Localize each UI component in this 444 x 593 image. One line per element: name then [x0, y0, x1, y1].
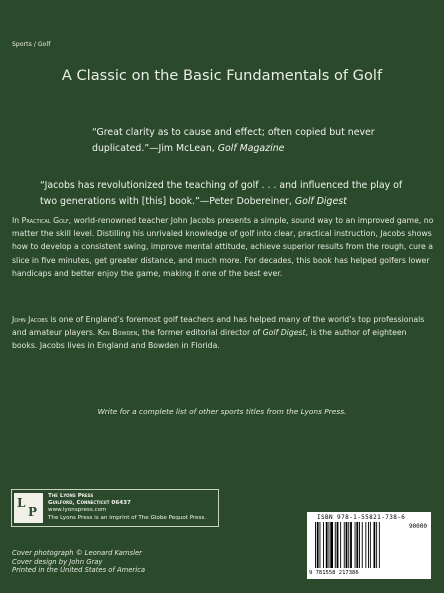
bio-text: is one of England’s foremost golf teachers and has helped many of the world’s top professionals and amateur players. [12, 315, 425, 338]
publisher-info [48, 493, 206, 522]
price-code: 90000 [408, 523, 427, 530]
author-name: John Jacobs [12, 315, 48, 324]
publisher-imprint: The Lyons Press is an imprint of The Globe Pequot Press. [48, 514, 207, 521]
bio-text: , is the author of eighteen books. Jacobs lives in England and Bowden in Florida. [12, 328, 407, 351]
credits [12, 549, 145, 575]
bio-text: , the former editorial director of [137, 328, 263, 338]
credit-line: Cover photograph © Leonard Kamsler [12, 549, 142, 557]
barcode [307, 512, 431, 579]
quote-text: “Great clarity as to cause and effect; often copied but never duplicated.”—Jim McLean, [92, 127, 375, 154]
category-label: Sports / Golf [12, 41, 51, 48]
quote-mclean [92, 125, 412, 157]
headline: A Classic on the Basic Fundamentals of Golf [61, 67, 383, 84]
publisher-url: www.lyonspress.com [48, 507, 107, 514]
publisher-block [11, 489, 219, 527]
description-text: In [12, 216, 22, 225]
book-title: Practical Golf [21, 216, 69, 225]
author-bio [12, 313, 434, 353]
description-text: , world-renowned teacher John Jacobs presents a simple, sound way to an improved game, no matter the skill level. Distilling his unrivaled knowledge of golf into clear, practical instruction, Jacobs shows how to develop a consistent swing, improve mental attitude, achieve superior results from the rough, cure a slice in five minutes, get greater distance, and much more. For decades, this book has helped golfers lower handicaps and better enjoy the game, making it one of the best ever. [12, 216, 434, 278]
author-name: Ken Bowden [97, 328, 138, 338]
publisher-city: Guilford, Connecticut 06437 [48, 500, 131, 507]
credit-line: Cover design by John Gray [12, 557, 103, 566]
barcode-digits: 9 781558 217386 [309, 570, 359, 576]
credit-line: Printed in the United States of America [12, 566, 146, 575]
quote-text: “Jacobs has revolutionized the teaching of golf . . . and influenced the play of two generations with [this] book.”—Peter Dobereiner, [40, 180, 403, 207]
quote-source: Golf Magazine [217, 143, 285, 154]
quote-dobereiner [40, 178, 415, 209]
catalog-note: Write for a complete list of other sports titles from the Lyons Press. [97, 407, 347, 416]
isbn-text: ISBN 978-1-55821-738-6 [317, 514, 406, 521]
quote-source: Golf Digest [294, 195, 347, 207]
publisher-logo: L P [14, 493, 43, 523]
magazine-title: Golf Digest [262, 328, 306, 338]
publisher-name: The Lyons Press [48, 493, 94, 499]
barcode-bars [315, 522, 401, 570]
book-description [12, 214, 434, 280]
